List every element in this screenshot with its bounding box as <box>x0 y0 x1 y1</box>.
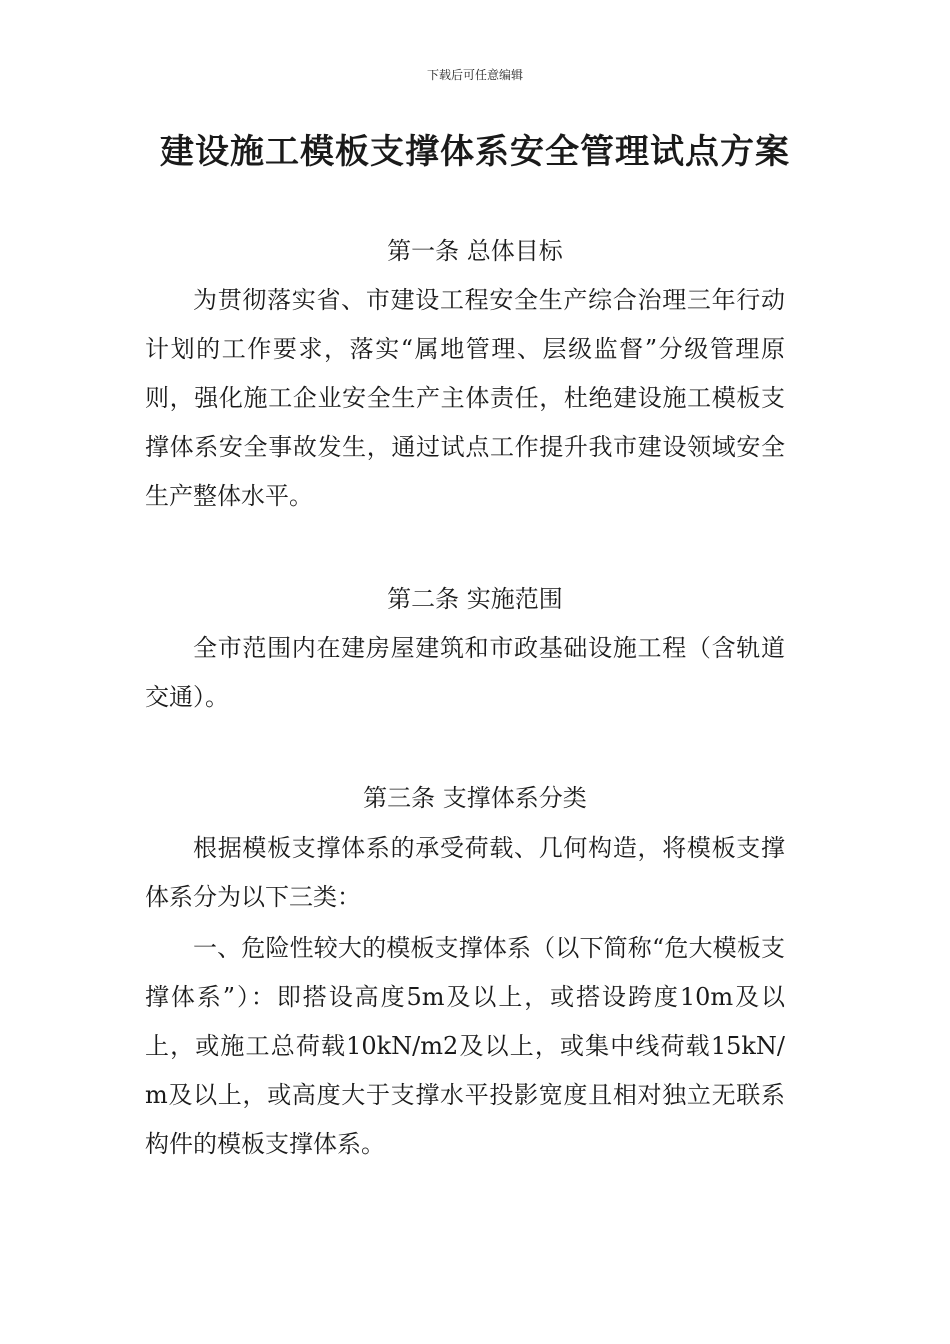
document-title: 建设施工模板支撑体系安全管理试点方案 <box>160 132 790 172</box>
section-3-paragraph-1: 根据模板支撑体系的承受荷载、几何构造，将模板支撑体系分为以下三类： <box>145 834 785 911</box>
section-heading-3: 第三条 支撑体系分类 <box>363 784 587 812</box>
section-heading-1: 第一条 总体目标 <box>387 237 563 265</box>
page-header-note: 下载后可任意编辑 <box>426 68 523 82</box>
section-1-paragraph: 为贯彻落实省、市建设工程安全生产综合治理三年行动计划的工作要求，落实“属地管理、层级监督”分级管理原则，强化施工企业安全生产主体责任，杜绝建设施工模板支撑体系安全事故发生，通过试点工作提升我市建设领域安全生产整体水平。 <box>145 286 785 510</box>
section-3-paragraph-2: 一、危险性较大的模板支撑体系（以下简称“危大模板支撑体系”）：即搭设高度5m及以上，或搭设跨度10m及以上，或施工总荷载10kN/m2及以上，或集中线荷载15kN/m及以上，或高度大于支撑水平投影宽度且相对独立无联系构件的模板支撑体系。 <box>145 934 785 1158</box>
section-2-paragraph: 全市范围内在建房屋建筑和市政基础设施工程（含轨道交通）。 <box>145 634 785 711</box>
section-heading-2: 第二条 实施范围 <box>387 585 563 613</box>
